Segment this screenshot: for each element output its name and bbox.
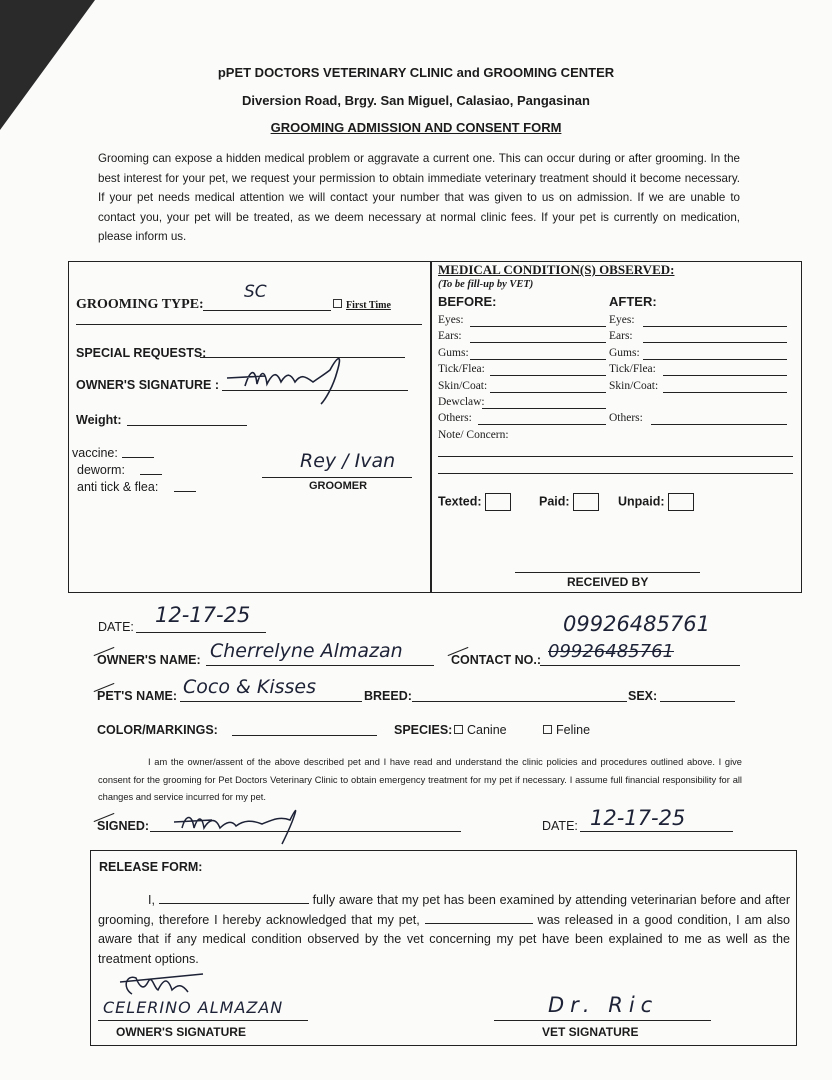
- clinic-address: Diversion Road, Brgy. San Miguel, Calasiao, Pangasinan: [242, 93, 590, 108]
- before-eyes-field[interactable]: [470, 326, 606, 327]
- grooming-type-value: SC: [244, 282, 267, 302]
- before-ears-field[interactable]: [470, 342, 606, 343]
- paid-label: Paid:: [539, 494, 570, 509]
- release-owner-signature-scribble: [118, 968, 208, 1000]
- signed-label: SIGNED:: [97, 819, 150, 833]
- before-eyes-label: Eyes:: [438, 314, 464, 326]
- vet-signature-field[interactable]: [494, 1020, 711, 1021]
- owner-signature-label: OWNER'S SIGNATURE :: [76, 378, 220, 392]
- medical-title: MEDICAL CONDITION(S) OBSERVED:: [438, 262, 675, 277]
- owner-name-field[interactable]: [206, 665, 434, 666]
- paid-checkbox[interactable]: [539, 493, 599, 511]
- canine-label: Canine: [467, 723, 507, 737]
- checkbox-icon: [543, 725, 552, 734]
- unpaid-checkbox[interactable]: [618, 493, 694, 511]
- form-title: GROOMING ADMISSION AND CONSENT FORM: [270, 120, 562, 135]
- feline-checkbox[interactable]: [543, 723, 590, 737]
- before-ears-label: Ears:: [438, 330, 462, 343]
- before-gums-label: Gums:: [438, 346, 469, 359]
- weight-field[interactable]: [127, 425, 247, 426]
- first-time-label: First Time: [346, 300, 391, 311]
- consent-signature-scribble: [172, 806, 302, 846]
- grooming-type-extra-line: [76, 324, 422, 325]
- after-gums-field[interactable]: [643, 359, 787, 360]
- before-skin-coat-field[interactable]: [490, 392, 606, 393]
- grooming-type-field[interactable]: [203, 310, 331, 311]
- release-paragraph: [98, 891, 790, 969]
- consent-date-field[interactable]: [580, 831, 733, 832]
- sex-label: SEX:: [628, 689, 658, 703]
- groomer-label: GROOMER: [309, 480, 368, 492]
- groomer-value: Rey / Ivan: [300, 450, 396, 472]
- deworm-field[interactable]: [140, 474, 162, 475]
- release-name-field[interactable]: [159, 891, 309, 904]
- contact-value: 09926485761: [548, 641, 674, 662]
- pet-name-field[interactable]: [180, 701, 362, 702]
- release-text-1: I,: [148, 893, 155, 907]
- received-by-label: RECEIVED BY: [567, 575, 649, 589]
- date-field[interactable]: [136, 632, 266, 633]
- owner-name-label: OWNER'S NAME:: [97, 653, 201, 667]
- after-tick-flea-field[interactable]: [663, 375, 787, 376]
- before-skin-coat-label: Skin/Coat:: [438, 379, 488, 392]
- divider: [430, 261, 432, 593]
- after-eyes-label: Eyes:: [609, 314, 635, 326]
- before-others-field[interactable]: [478, 424, 606, 425]
- after-eyes-field[interactable]: [643, 326, 787, 327]
- before-dewclaw-label: Dewclaw:: [438, 396, 485, 408]
- vet-signature-value: Dr. Ric: [548, 993, 659, 1017]
- anti-tick-label: anti tick & flea:: [77, 480, 159, 494]
- canine-checkbox[interactable]: [454, 723, 507, 737]
- breed-label: BREED:: [364, 689, 412, 703]
- owner-signature-caption: OWNER'S SIGNATURE: [116, 1025, 246, 1039]
- unpaid-label: Unpaid:: [618, 494, 665, 509]
- after-skin-coat-field[interactable]: [663, 392, 787, 393]
- contact-value-rewritten: 09926485761: [563, 612, 710, 636]
- deworm-label: deworm:: [77, 463, 125, 477]
- before-heading: BEFORE:: [438, 294, 497, 309]
- after-heading: AFTER:: [609, 294, 657, 309]
- feline-label: Feline: [556, 723, 591, 737]
- consent-paragraph: [98, 754, 742, 807]
- date-label: DATE:: [98, 620, 134, 634]
- consent-line-2: I give consent for the grooming for Pet Doctors Veterinary Clinic to obtain emergency treatment for my pet if necessary. I assume full financial responsibility for all changes and service incurred for my pet.: [98, 757, 742, 802]
- first-time-checkbox[interactable]: [333, 299, 391, 311]
- after-ears-label: Ears:: [609, 330, 633, 343]
- received-by-field[interactable]: [515, 572, 700, 573]
- weight-label: Weight:: [76, 413, 122, 427]
- color-label: COLOR/MARKINGS:: [97, 723, 218, 737]
- paid-box: [573, 493, 599, 511]
- consent-line-1: I am the owner/assent of the above described pet and I have read and understand the clinic policies and procedures outlined above.: [148, 757, 715, 767]
- special-requests-label: SPECIAL REQUESTS:: [76, 346, 207, 360]
- texted-label: Texted:: [438, 494, 482, 509]
- groomer-field[interactable]: [262, 477, 412, 478]
- intro-paragraph: Grooming can expose a hidden medical problem or aggravate a current one. This can occur during or after grooming. In the best interest for your pet, we request your permission to obtain immediate veterinary treatment should it become necessary. If your pet needs medical attention we will contact your number that was given to us on admission. If we are unable to contact you, your pet will be treated, as we deem necessary at normal clinic fees. If your pet is currently on medication, please inform us.: [98, 152, 740, 244]
- release-text-3: was released in a good condition, I am also aware that if any medical condition observed by the vet concerning my pet have been explained to me as well as the treatment options.: [98, 912, 791, 966]
- contact-label: CONTACT NO.:: [451, 653, 542, 667]
- checkbox-icon: [454, 725, 463, 734]
- vaccine-field[interactable]: [122, 457, 154, 458]
- before-gums-field[interactable]: [470, 359, 606, 360]
- pet-name-label: PET'S NAME:: [97, 689, 178, 703]
- date-value: 12-17-25: [155, 603, 251, 627]
- medical-subtitle: (To be fill-up by VET): [438, 279, 534, 290]
- unpaid-box: [668, 493, 694, 511]
- breed-field[interactable]: [412, 701, 627, 702]
- release-text-2: fully aware that my pet has been examined by attending veterinarian before and after grooming, therefore I hereby acknowledged that my pet,: [98, 893, 791, 927]
- before-tick-flea-field[interactable]: [490, 375, 606, 376]
- before-dewclaw-field[interactable]: [482, 408, 606, 409]
- grooming-type-label: GROOMING TYPE:: [76, 297, 204, 312]
- checkbox-icon: [333, 299, 342, 308]
- pet-name-value: Coco & Kisses: [183, 676, 316, 698]
- clinic-name: pPET DOCTORS VETERINARY CLINIC and GROOMING CENTER: [217, 65, 615, 80]
- vet-signature-caption: VET SIGNATURE: [542, 1025, 639, 1039]
- after-others-label: Others:: [609, 412, 643, 425]
- sex-field[interactable]: [660, 701, 735, 702]
- release-pet-field[interactable]: [425, 911, 533, 924]
- release-owner-signature-field[interactable]: [98, 1020, 308, 1021]
- before-tick-flea-label: Tick/Flea:: [438, 363, 485, 376]
- note-line-1[interactable]: [438, 456, 793, 457]
- species-label: SPECIES:: [394, 723, 453, 737]
- owner-signature-scribble: [225, 352, 350, 407]
- contact-field[interactable]: [540, 665, 740, 666]
- after-others-field[interactable]: [651, 424, 787, 425]
- anti-tick-field[interactable]: [174, 491, 196, 492]
- owner-printed-name: CELERINO ALMAZAN: [103, 998, 284, 1017]
- note-label: Note/ Concern:: [438, 429, 509, 441]
- consent-date-label: DATE:: [542, 819, 578, 833]
- before-others-label: Others:: [438, 412, 472, 425]
- vaccine-label: vaccine:: [72, 446, 118, 460]
- release-title: RELEASE FORM:: [99, 860, 203, 874]
- texted-checkbox[interactable]: [438, 493, 511, 511]
- after-ears-field[interactable]: [643, 342, 787, 343]
- note-line-2[interactable]: [438, 473, 793, 474]
- consent-date-value: 12-17-25: [590, 806, 686, 830]
- after-skin-coat-label: Skin/Coat:: [609, 379, 659, 392]
- owner-name-value: Cherrelyne Almazan: [210, 640, 403, 662]
- after-gums-label: Gums:: [609, 346, 640, 359]
- after-tick-flea-label: Tick/Flea:: [609, 363, 656, 376]
- texted-box: [485, 493, 511, 511]
- color-field[interactable]: [232, 735, 377, 736]
